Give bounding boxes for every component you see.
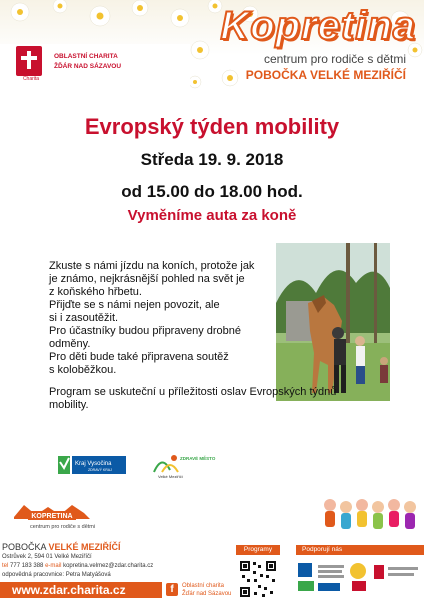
event-subtitle: Vyměníme auta za koně [127,207,297,224]
program-note-line: mobility. [49,399,89,411]
web-bar [0,582,162,598]
charita-name-line2: ŽĎÁR NAD SÁZAVOU [54,63,122,70]
children-illustration [320,495,424,535]
footer-charity-line1: Oblastní charita [182,583,225,589]
program-note-line: Program se uskuteční u příležitosti oslav Evropských týdnů [49,386,337,398]
tel-value: 777 183 388 [10,563,44,569]
description-line: si i zasoutěžit. [49,312,119,324]
event-title: Evropský týden mobility [84,114,340,139]
supporters-label: Podporují nás [296,545,424,555]
brand-title: Kopretina [220,4,416,48]
description-line: odměny. [49,338,91,350]
footer-branch [2,542,121,552]
footer-manager: odpovědná pracovnice: Petra Matyášová [2,572,111,578]
kopretina-small-logo [12,501,92,523]
qr-code[interactable] [238,559,278,599]
website-link[interactable]: www.zdar.charita.cz [12,583,126,597]
program-note [49,386,369,412]
charita-cross-logo [16,46,42,76]
event-description [49,260,274,377]
description-line: Přijďte se s námi nejen povozit, ale [49,299,220,311]
description-line: s koloběžkou. [49,364,117,376]
footer [0,487,424,600]
charita-name-line1: OBLASTNÍ CHARITA [54,53,118,60]
footer-charity-line2: Žďár nad Sázavou [182,591,232,597]
brand-tagline: centrum pro rodiče s dětmi [263,52,406,66]
facebook-icon[interactable]: f [166,583,178,596]
vysocina-sub-text: ZDRAVÝ KRAJ [88,468,112,472]
header-banner [0,0,424,92]
kopretina-small-tagline: centrum pro rodiče s dětmi [30,524,96,530]
email-label: e-mail [45,563,62,569]
zdrave-mesto-logo [148,450,228,480]
branch-name: POBOČKA VELKÉ MEZIŘÍČÍ [245,68,406,82]
description-line: Zkuste s námi jízdu na koních, protože jak [49,260,255,272]
tel-label: tel [2,563,9,569]
kopretina-small-text: KOPRETINA [31,513,73,520]
zdrave-mesto-text: ZDRAVÉ MĚSTO [180,456,216,461]
charita-logo-label: Charita [22,76,40,82]
description-line: Pro účastníky budou připraveny drobné [49,325,242,337]
partner-logos [48,450,388,480]
programy-label: Programy [236,545,280,555]
vysocina-text: Kraj Vysočina [75,461,112,467]
supporter-logos [296,559,424,599]
kraj-vysocina-logo [54,452,128,478]
description-line: z koňského hřbetu. [49,286,142,298]
charita-block [14,46,184,86]
footer-contact [2,563,153,569]
event-time: od 15.00 do 18.00 hod. [121,182,303,201]
email-link[interactable]: kopretina.velmez@zdar.charita.cz [63,563,154,569]
description-line: je známo, nejkrásnější pohled na svět je [49,273,245,285]
horse-photo [276,243,390,401]
footer-address: Ostrůvek 2, 594 01 Velké Meziříčí [2,554,92,560]
footer-branch-city: VELKÉ MEZIŘÍČÍ [48,542,121,552]
zdrave-mesto-sub-text: Velké Meziříčí [158,474,183,479]
footer-branch-label: POBOČKA [2,542,47,552]
description-line: Pro děti bude také připravena soutěž [49,351,229,363]
event-date: Středa 19. 9. 2018 [140,150,284,169]
